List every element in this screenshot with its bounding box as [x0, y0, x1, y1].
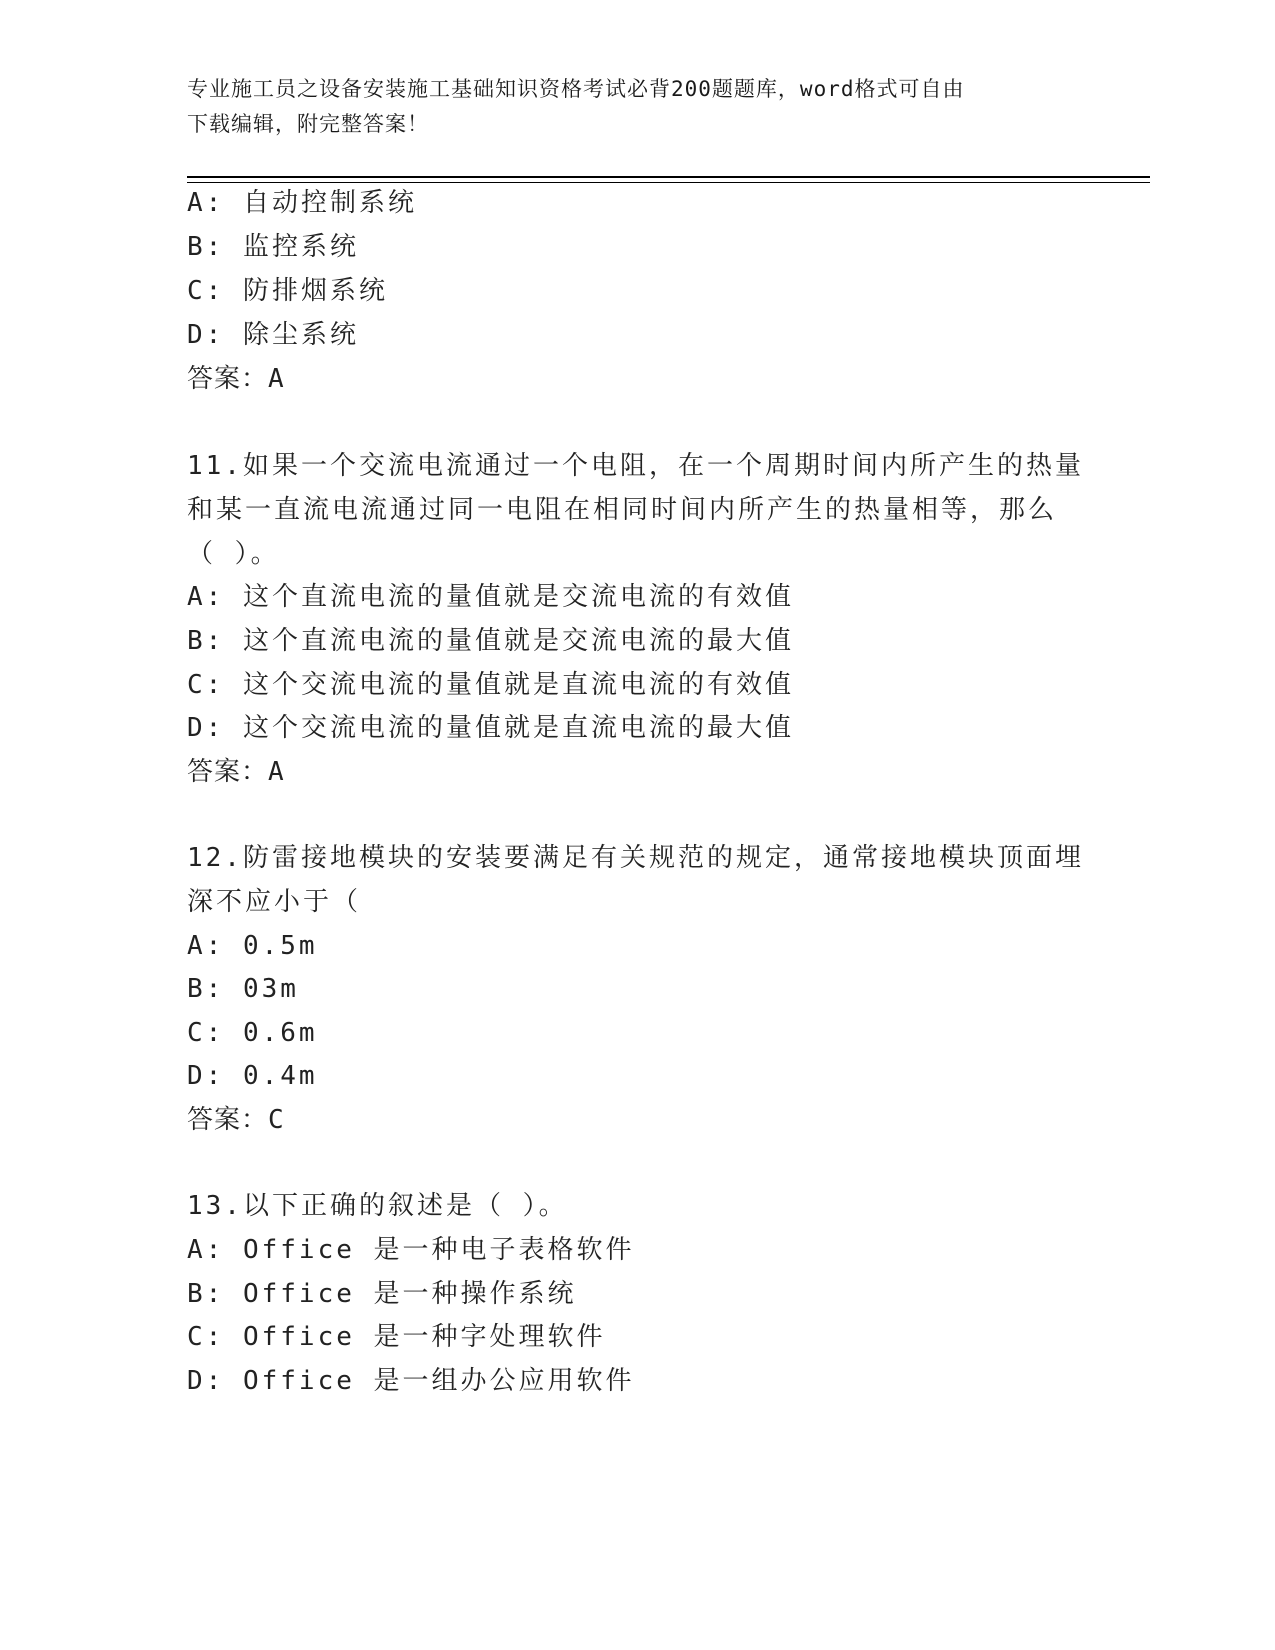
header-rule-thin — [187, 182, 1150, 183]
header-line-2: 下载编辑，附完整答案！ — [187, 112, 429, 136]
q12-stem-line-1: 12.防雷接地模块的安装要满足有关规范的规定，通常接地模块顶面埋 — [187, 843, 1084, 873]
q10-option-a: A: 自动控制系统 — [187, 188, 417, 218]
q13-option-c: C: Office 是一种字处理软件 — [187, 1322, 606, 1352]
q12-answer — [187, 1103, 285, 1137]
q12-option-d: D: 0.4m — [187, 1061, 318, 1091]
q11-option-d: D: 这个交流电流的量值就是直流电流的最大值 — [187, 713, 794, 743]
document-header — [187, 72, 1087, 142]
q13-option-b: B: Office 是一种操作系统 — [187, 1279, 577, 1309]
q10-answer — [187, 362, 285, 396]
q11-answer — [187, 755, 285, 789]
q11-option-b: B: 这个直流电流的量值就是交流电流的最大值 — [187, 626, 794, 656]
header-rule-thick — [187, 176, 1150, 178]
header-line-1: 专业施工员之设备安装施工基础知识资格考试必背200题题库，word格式可自由 — [187, 77, 965, 101]
q13-stem-line-1: 13.以下正确的叙述是（ ）。 — [187, 1191, 568, 1221]
q12-answer-value: C — [268, 1105, 285, 1135]
q13-option-a: A: Office 是一种电子表格软件 — [187, 1235, 635, 1265]
q10-answer-value: A — [268, 364, 285, 394]
q10-option-b: B: 监控系统 — [187, 232, 359, 262]
q11-option-c: C: 这个交流电流的量值就是直流电流的有效值 — [187, 670, 794, 700]
q11-option-a: A: 这个直流电流的量值就是交流电流的有效值 — [187, 582, 794, 612]
q12-option-c: C: 0.6m — [187, 1018, 318, 1048]
q11-stem-line-2: 和某一直流电流通过同一电阻在相同时间内所产生的热量相等，那么 — [187, 495, 1058, 525]
q13-option-d: D: Office 是一组办公应用软件 — [187, 1366, 635, 1396]
q11-stem-line-1: 11.如果一个交流电流通过一个电阻，在一个周期时间内所产生的热量 — [187, 451, 1084, 481]
q11-answer-label: 答案： — [187, 757, 269, 787]
q10-option-c: C: 防排烟系统 — [187, 276, 388, 306]
q12-option-b: B: 03m — [187, 974, 299, 1004]
q12-option-a: A: 0.5m — [187, 931, 318, 961]
q12-answer-label: 答案： — [187, 1105, 269, 1135]
q11-answer-value: A — [268, 757, 285, 787]
q12-stem-line-2: 深不应小于（ — [187, 887, 362, 917]
q11-stem-line-3: （ ）。 — [187, 539, 280, 569]
q10-option-d: D: 除尘系统 — [187, 320, 359, 350]
q10-answer-label: 答案： — [187, 364, 269, 394]
